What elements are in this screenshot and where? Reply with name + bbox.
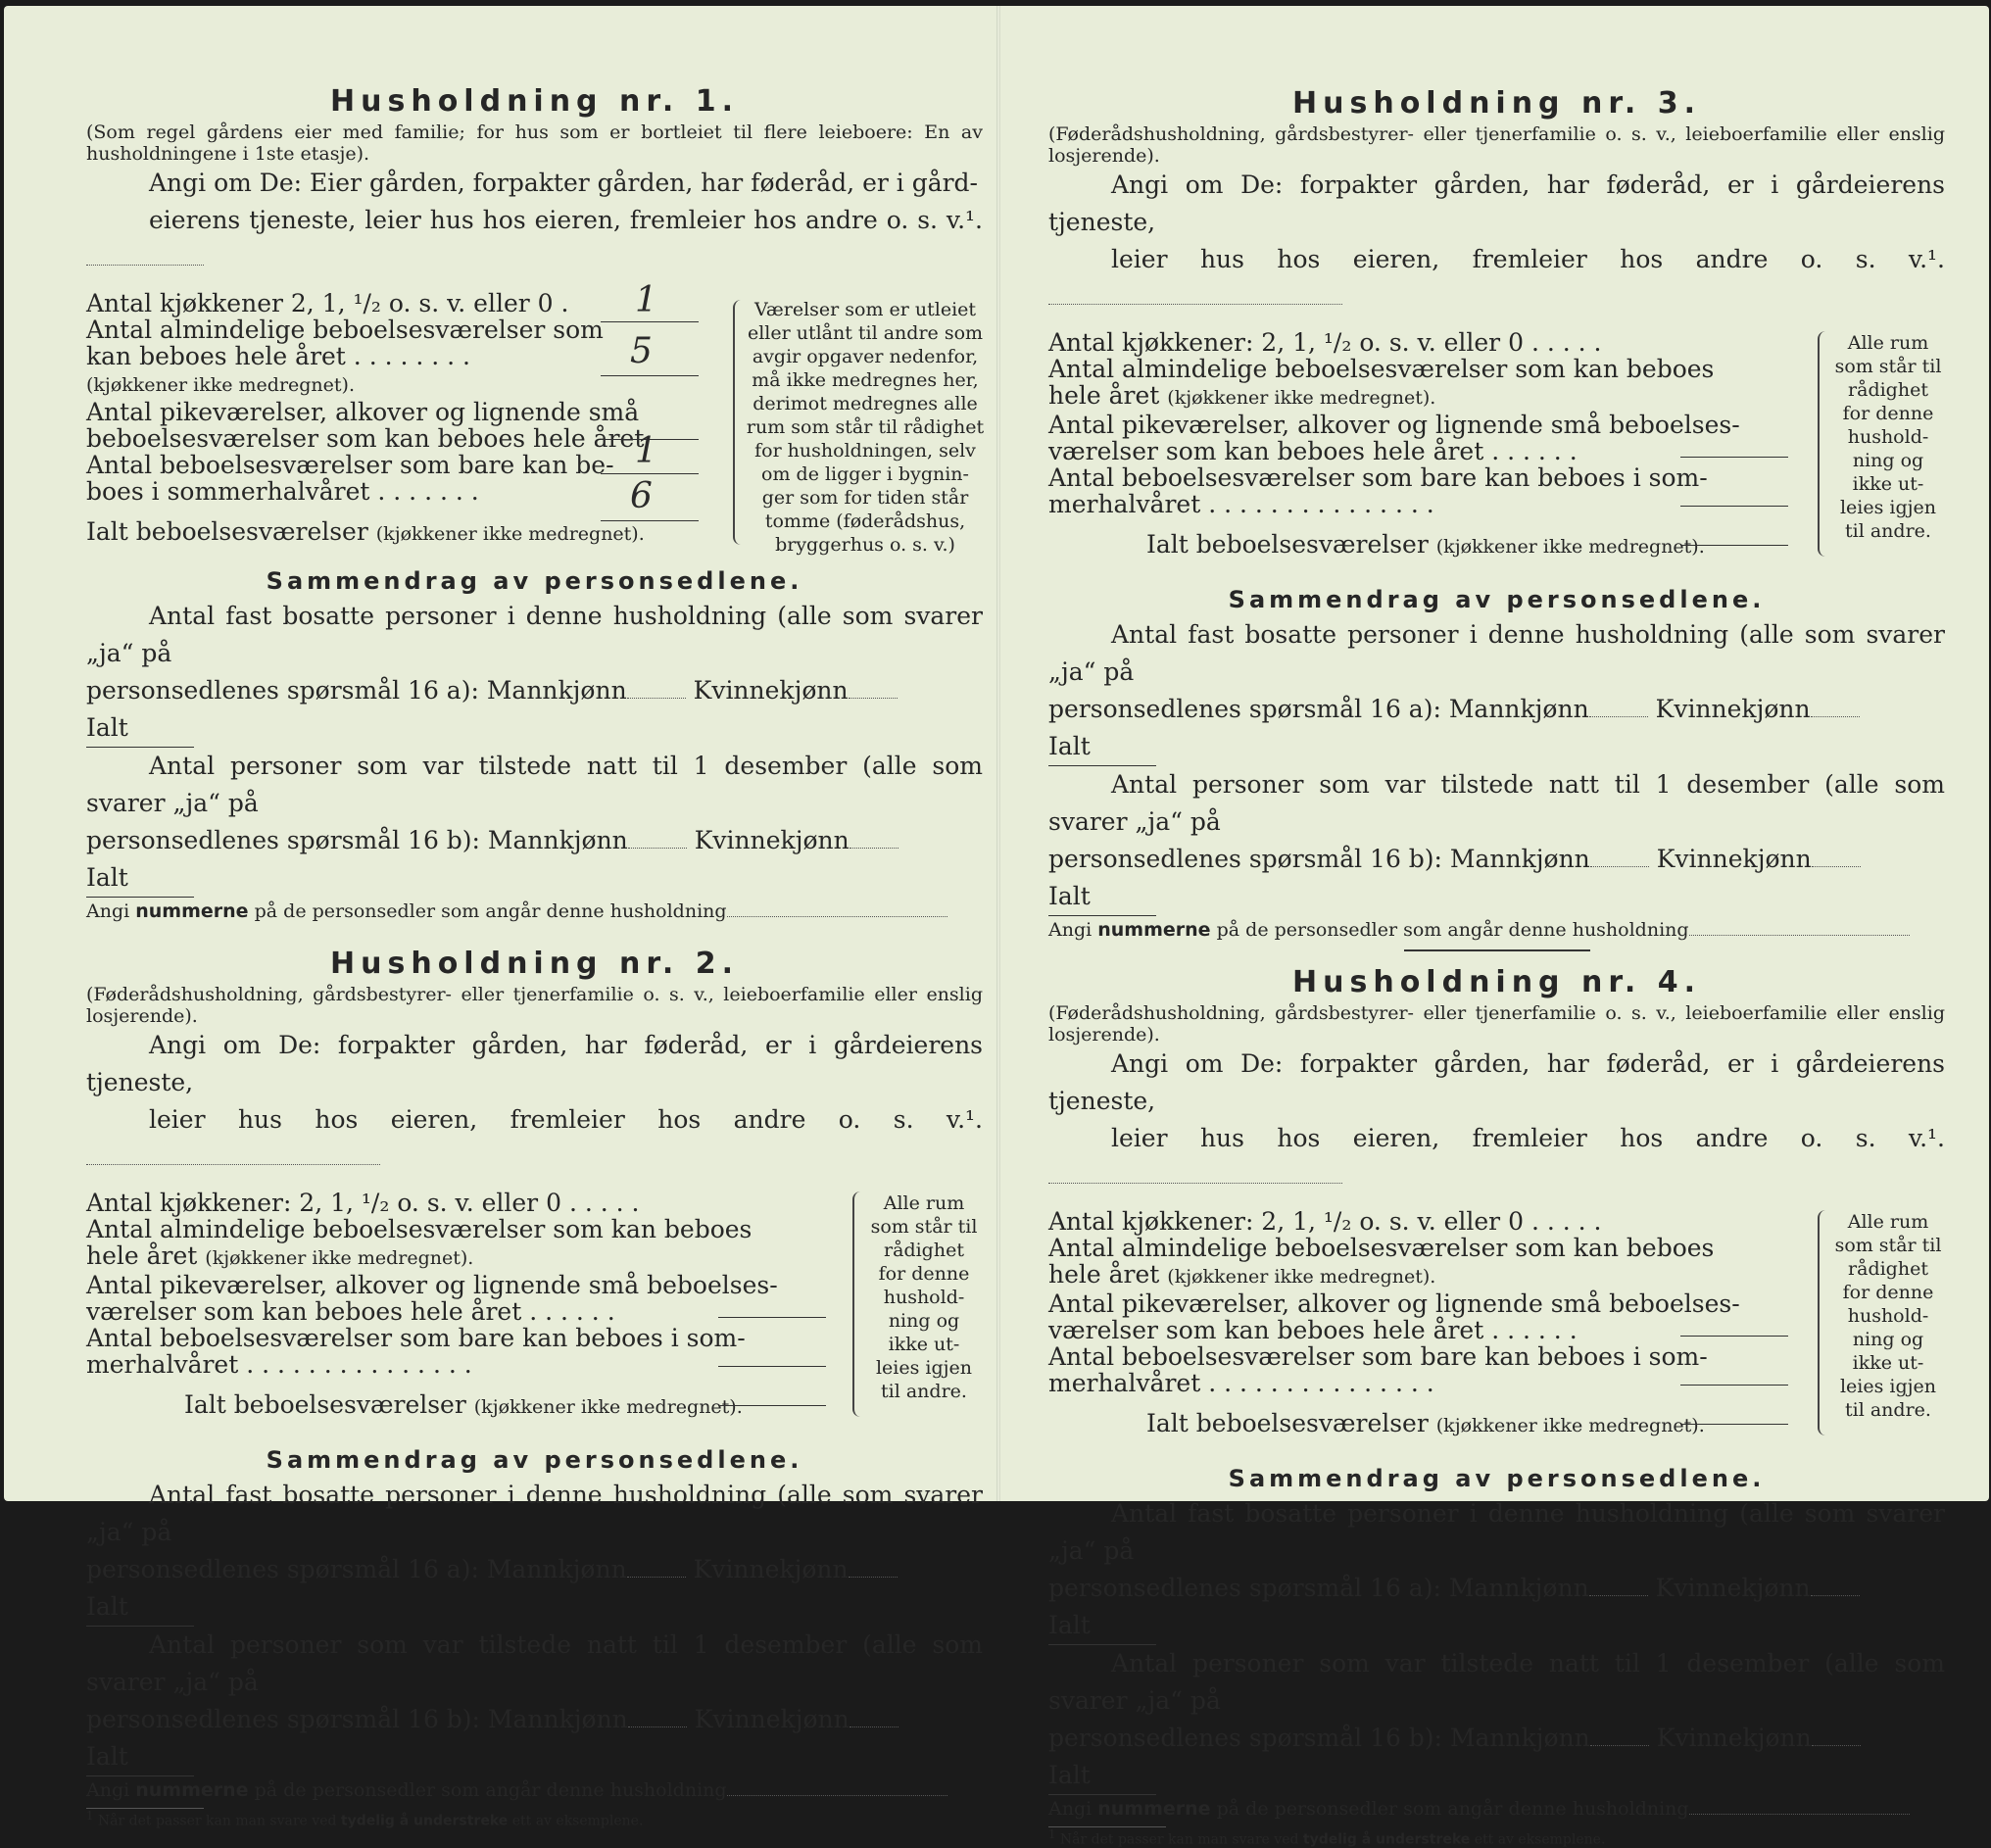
answer-line-summer: [1680, 1385, 1788, 1386]
question-rooms-cont: kan beboes hele året . . . . . . . .: [86, 342, 471, 370]
summary-tilstede-line: Antal personer som var tilstede natt til 1 desember (alle som svarer „ja“ på: [86, 752, 983, 817]
sidenote: Alle rum som står til rådighet for denne hushold- ning og ikke ut- leies igjen til andre.: [1834, 1211, 1942, 1421]
question-rooms-cont: hele året (kjøkkener ikke medregnet).: [1048, 1260, 1436, 1289]
question-total: Ialt beboelsesværelser (kjøkkener ikke medregnet).: [1146, 1409, 1705, 1437]
question-total: Ialt beboelsesværelser (kjøkkener ikke medregnet).: [86, 517, 645, 546]
angi-line: leier hus hos eieren, fremleier hos andre o. s. v.¹.: [1048, 1120, 1945, 1194]
answer-line-total: [1680, 1424, 1788, 1425]
summary-numbers-line: Angi nummerne på de personsedler som angår denne husholdning: [86, 1776, 983, 1804]
answer-total: 6: [630, 476, 653, 516]
household-note: (Føderådshusholdning, gårdsbestyrer- eller tjenerfamilie o. s. v., leieboerfamilie eller enslig losjerende).: [86, 984, 983, 1027]
question-kitchens: Antal kjøkkener 2, 1, ¹/₂ o. s. v. eller 0 .: [86, 289, 569, 317]
answer-rooms: 5: [630, 331, 653, 371]
footnote: $^1$ Når det passer kan man svare ved tydelig å understreke ett av eksemplene.: [86, 1809, 644, 1829]
question-summer: Antal beboelsesværelser som bare kan beboes i som-: [1048, 1342, 1708, 1371]
question-summer-cont: boes i sommerhalvåret . . . . . . .: [86, 477, 479, 506]
answer-line-summer: [1680, 506, 1788, 507]
summary-numbers-line: Angi nummerne på de personsedler som angår denne husholdning: [1048, 916, 1945, 944]
summary-title: Sammendrag av personsedlene.: [266, 567, 803, 595]
question-small-rooms-cont: værelser som kan beboes hele året . . . . . .: [1048, 437, 1578, 465]
question-summer-cont: merhalvåret . . . . . . . . . . . . . . .: [86, 1350, 472, 1379]
household-note: (Føderådshusholdning, gårdsbestyrer- eller tjenerfamilie o. s. v., leieboerfamilie eller enslig losjerende).: [1048, 1002, 1945, 1046]
household-1: [86, 82, 983, 925]
answer-line-rooms: [601, 375, 699, 376]
answer-summer: 1: [635, 431, 657, 471]
answer-line-total: [1680, 545, 1788, 546]
question-summer: Antal beboelsesværelser som bare kan be-: [86, 451, 614, 479]
footnote: $^1$ Når det passer kan man svare ved tydelig å understreke ett av eksemplene.: [1048, 1827, 1606, 1848]
summary-tilstede-line: Antal personer som var tilstede natt til 1 desember (alle som svarer „ja“ på: [1048, 1649, 1945, 1715]
summary-tilstede-fields: personsedlenes spørsmål 16 b): Mannkjønn Kvinnekjønn Ialt: [86, 822, 983, 898]
summary-tilstede-line: Antal personer som var tilstede natt til 1 desember (alle som svarer „ja“ på: [86, 1630, 983, 1696]
answer-line-small-rooms: [1680, 457, 1788, 458]
answer-line-summer: [718, 1366, 826, 1367]
summary-fast-fields: personsedlenes spørsmål 16 a): Mannkjønn Kvinnekjønn Ialt: [86, 1551, 983, 1627]
question-rooms: Antal almindelige beboelsesværelser som kan beboes: [1048, 1234, 1715, 1262]
rooms-block: [1048, 321, 1945, 561]
sidenote: Alle rum som står til rådighet for denne hushold- ning og ikke ut- leies igjen til andre.: [1834, 332, 1942, 542]
rooms-block: [1048, 1200, 1945, 1440]
question-rooms-note: (kjøkkener ikke medregnet).: [86, 374, 355, 396]
answer-line-total: [601, 520, 699, 521]
household-note: (Føderådshusholdning, gårdsbestyrer- eller tjenerfamilie o. s. v., leieboerfamilie eller enslig losjerende).: [1048, 123, 1945, 167]
household-2: [86, 945, 983, 1829]
summary-fast-line: Antal fast bosatte personer i denne husholdning (alle som svarer „ja“ på: [1048, 1499, 1945, 1565]
summary-numbers-line: Angi nummerne på de personsedler som angår denne husholdning: [86, 898, 983, 925]
question-total: Ialt beboelsesværelser (kjøkkener ikke medregnet).: [184, 1390, 743, 1419]
question-summer-cont: merhalvåret . . . . . . . . . . . . . . .: [1048, 490, 1434, 518]
angi-line: Angi om De: forpakter gården, har føderåd, er i gårdeierens tjeneste,: [1048, 1049, 1945, 1115]
question-summer: Antal beboelsesværelser som bare kan beboes i som-: [1048, 463, 1708, 492]
center-fold: [996, 6, 1000, 1501]
angi-line: Angi om De: forpakter gården, har føderåd, er i gårdeierens tjeneste,: [1048, 170, 1945, 236]
household-title: Husholdning nr. 4.: [1292, 965, 1701, 999]
summary-fast-fields: personsedlenes spørsmål 16 a): Mannkjønn Kvinnekjønn Ialt: [1048, 1570, 1945, 1645]
question-rooms-cont: hele året (kjøkkener ikke medregnet).: [1048, 381, 1436, 410]
answer-line-summer: [601, 473, 699, 474]
summary-title: Sammendrag av personsedlene.: [1228, 1465, 1766, 1492]
right-page: [1048, 6, 1945, 1848]
question-summer: Antal beboelsesværelser som bare kan beboes i som-: [86, 1324, 746, 1352]
summary-fast-line: Antal fast bosatte personer i denne husholdning (alle som svarer „ja“ på: [86, 602, 983, 667]
question-rooms-cont: hele året (kjøkkener ikke medregnet).: [86, 1241, 474, 1270]
answer-line-kitchens: [601, 321, 699, 322]
summary-fast-line: Antal fast bosatte personer i denne husholdning (alle som svarer „ja“ på: [86, 1481, 983, 1546]
angi-line: Angi om De: Eier gården, forpakter gården, har føderåd, er i gård-: [149, 169, 979, 197]
question-small-rooms-cont: værelser som kan beboes hele året . . . . . .: [1048, 1316, 1578, 1344]
angi-line: eierens tjeneste, leier hus hos eieren, fremleier hos andre o. s. v.¹.: [86, 202, 983, 276]
summary-title: Sammendrag av personsedlene.: [1228, 586, 1766, 613]
angi-line: Angi om De: forpakter gården, har føderåd, er i gårdeierens tjeneste,: [86, 1031, 983, 1096]
question-small-rooms-cont: værelser som kan beboes hele året . . . . . .: [86, 1297, 615, 1326]
question-summer-cont: merhalvåret . . . . . . . . . . . . . . .: [1048, 1369, 1434, 1397]
summary-fast-fields: personsedlenes spørsmål 16 a): Mannkjønn Kvinnekjønn Ialt: [86, 672, 983, 748]
summary-tilstede-fields: personsedlenes spørsmål 16 b): Mannkjønn Kvinnekjønn Ialt: [86, 1701, 983, 1776]
left-page: [86, 6, 985, 1829]
question-rooms: Antal almindelige beboelsesværelser som kan beboes: [86, 1215, 753, 1243]
question-total: Ialt beboelsesværelser (kjøkkener ikke medregnet).: [1146, 530, 1705, 559]
rooms-block: [86, 280, 985, 556]
summary-title: Sammendrag av personsedlene.: [266, 1446, 803, 1474]
household-note: (Som regel gårdens eier med familie; for hus som er bortleiet til flere leieboere: En av husholdningene i 1ste etasje).: [86, 122, 983, 165]
question-rooms: Antal almindelige beboelsesværelser som: [86, 316, 604, 344]
answer-kitchens: 1: [635, 280, 657, 320]
summary-fast-line: Antal fast bosatte personer i denne husholdning (alle som svarer „ja“ på: [1048, 620, 1945, 686]
sidenote: Alle rum som står til rådighet for denne hushold- ning og ikke ut- leies igjen til andre.: [870, 1192, 978, 1402]
question-kitchens: Antal kjøkkener: 2, 1, ¹/₂ o. s. v. eller 0 . . . . .: [86, 1189, 640, 1217]
question-small-rooms: Antal pikeværelser, alkover og lignende små beboelses-: [86, 1271, 778, 1299]
question-rooms: Antal almindelige beboelsesværelser som kan beboes: [1048, 355, 1715, 383]
household-3: [1048, 84, 1945, 951]
rooms-block: [86, 1182, 983, 1422]
question-small-rooms: Antal pikeværelser, alkover og lignende små beboelses-: [1048, 411, 1740, 439]
answer-line-total: [718, 1405, 826, 1406]
summary-tilstede-fields: personsedlenes spørsmål 16 b): Mannkjønn Kvinnekjønn Ialt: [1048, 1720, 1945, 1795]
household-title: Husholdning nr. 2.: [330, 947, 739, 981]
summary-fast-fields: personsedlenes spørsmål 16 a): Mannkjønn Kvinnekjønn Ialt: [1048, 691, 1945, 766]
question-kitchens: Antal kjøkkener: 2, 1, ¹/₂ o. s. v. eller 0 . . . . .: [1048, 1207, 1602, 1236]
angi-line: leier hus hos eieren, fremleier hos andre o. s. v.¹.: [1048, 241, 1945, 316]
question-small-rooms: Antal pikeværelser, alkover og lignende små beboelses-: [1048, 1289, 1740, 1318]
question-kitchens: Antal kjøkkener: 2, 1, ¹/₂ o. s. v. eller 0 . . . . .: [1048, 328, 1602, 357]
census-sheet: [4, 6, 1989, 1848]
household-4: [1048, 963, 1945, 1848]
summary-numbers-line: Angi nummerne på de personsedler som angår denne husholdning: [1048, 1795, 1945, 1823]
household-title: Husholdning nr. 3.: [1292, 86, 1701, 121]
angi-line: leier hus hos eieren, fremleier hos andre o. s. v.¹.: [86, 1101, 983, 1176]
summary-tilstede-line: Antal personer som var tilstede natt til 1 desember (alle som svarer „ja“ på: [1048, 770, 1945, 836]
summary-tilstede-fields: personsedlenes spørsmål 16 b): Mannkjønn Kvinnekjønn Ialt: [1048, 841, 1945, 916]
section-separator: [1404, 949, 1590, 951]
question-small-rooms: Antal pikeværelser, alkover og lignende små: [86, 398, 640, 426]
sidenote: Værelser som er utleiet eller utlånt til andre som avgir opgaver nedenfor, må ikke medregnes her, derimot medregnes alle rum som står til rådighet for husholdningen, selv om de ligger i bygnin- ger som for tiden står tomme (føderådshus, bryggerhus o. s. v.): [746, 299, 985, 556]
answer-line-small-rooms: [1680, 1336, 1788, 1337]
question-small-rooms-cont: beboelsesværelser som kan beboes hele året: [86, 424, 645, 453]
answer-line-small-rooms: [718, 1317, 826, 1318]
household-title: Husholdning nr. 1.: [330, 84, 739, 119]
